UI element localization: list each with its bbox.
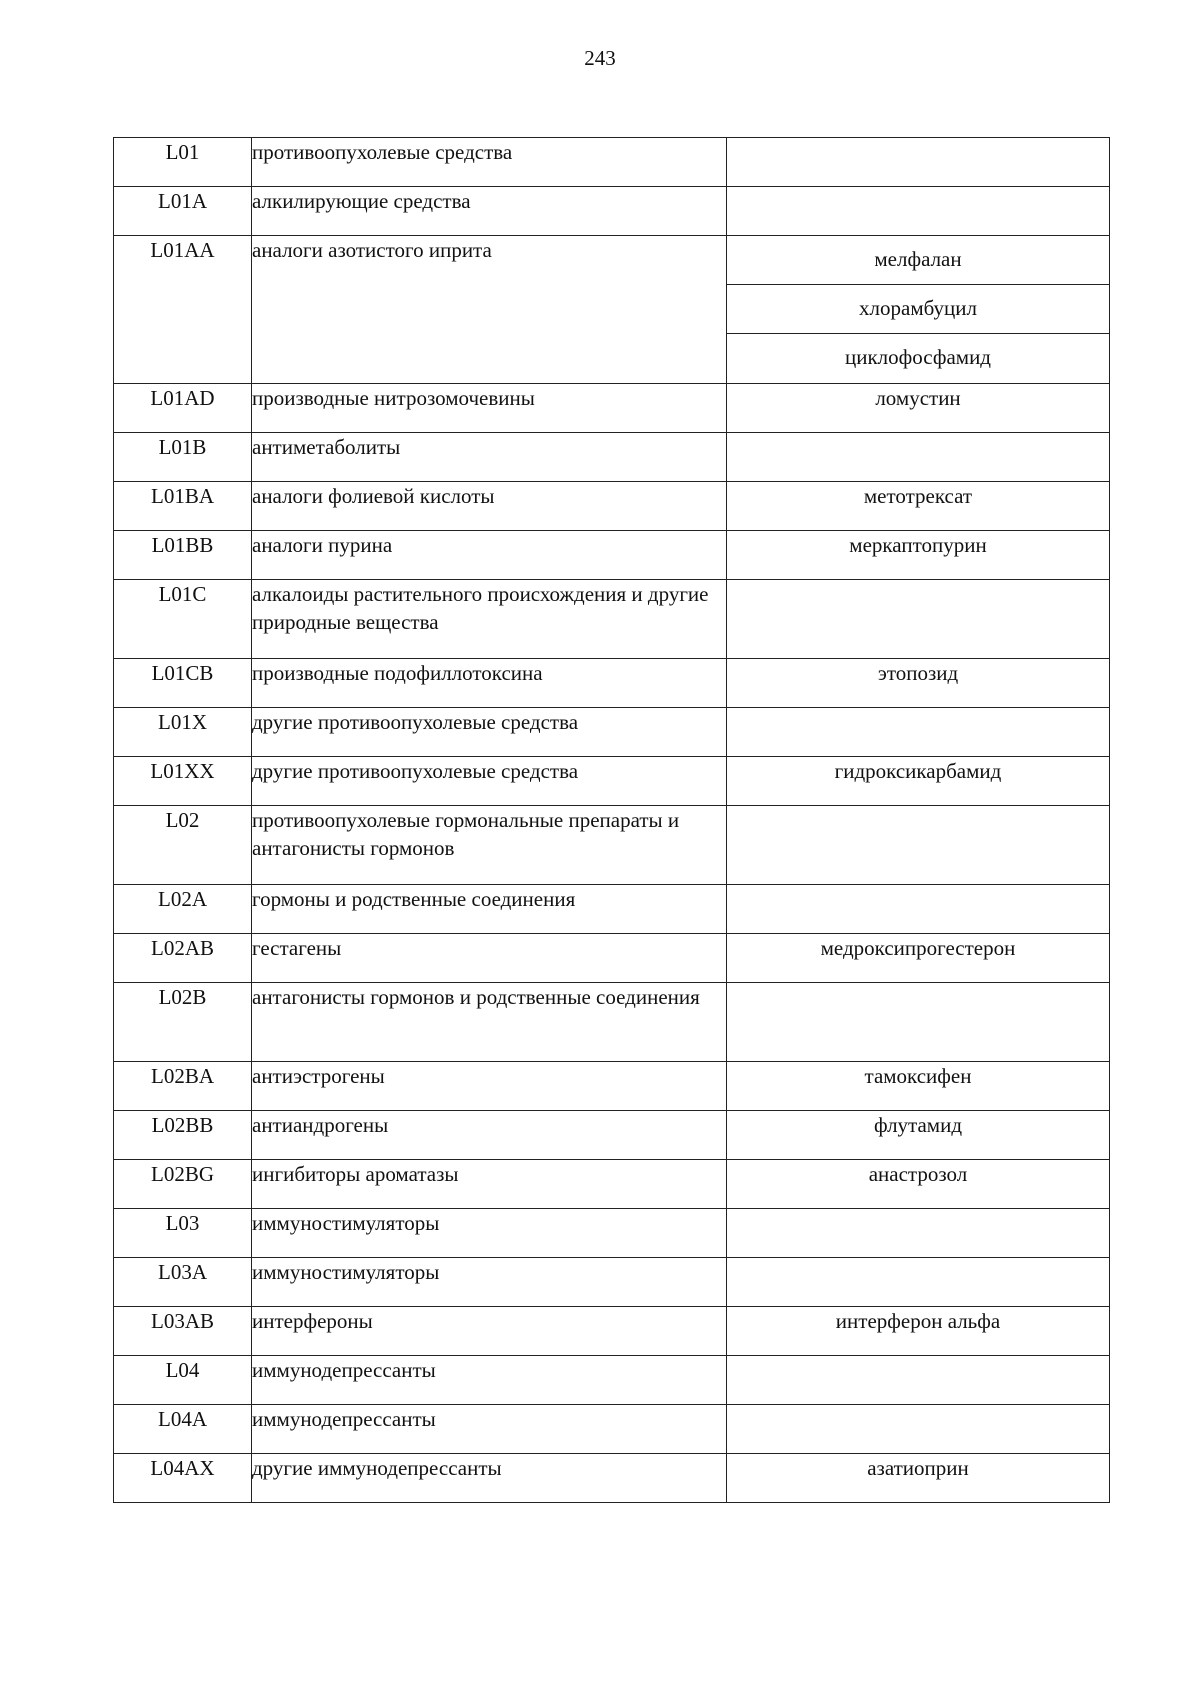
table-row	[114, 1258, 1110, 1307]
table-row	[114, 236, 1110, 384]
table-row	[114, 934, 1110, 983]
atc-code-cell: L02BA	[114, 1062, 252, 1111]
atc-code-cell: L01CB	[114, 659, 252, 708]
atc-description-cell: ингибиторы ароматазы	[252, 1160, 727, 1209]
drug-cell: анастрозол	[727, 1160, 1110, 1209]
atc-code-cell: L02A	[114, 885, 252, 934]
atc-table-body	[114, 138, 1110, 1503]
atc-code-cell: L02AB	[114, 934, 252, 983]
atc-code-cell: L02	[114, 806, 252, 885]
table-row	[114, 757, 1110, 806]
atc-description-cell: противоопухолевые гормональные препараты и антагонисты гормонов	[252, 806, 727, 885]
table-row	[114, 187, 1110, 236]
table-row	[114, 1405, 1110, 1454]
drug-cell: гидроксикарбамид	[727, 757, 1110, 806]
drug-cell: медроксипрогестерон	[727, 934, 1110, 983]
table-row	[114, 983, 1110, 1062]
atc-description-cell: аналоги азотистого иприта	[252, 236, 727, 384]
table-row	[114, 806, 1110, 885]
drug-cell: меркаптопурин	[727, 531, 1110, 580]
drug-cell: интерферон альфа	[727, 1307, 1110, 1356]
drug-cell: флутамид	[727, 1111, 1110, 1160]
atc-description-cell: алкилирующие средства	[252, 187, 727, 236]
table-row	[114, 885, 1110, 934]
drug-cell	[727, 236, 1110, 384]
table-row	[114, 138, 1110, 187]
table-row	[114, 384, 1110, 433]
drug-cell	[727, 580, 1110, 659]
atc-description-cell: антиэстрогены	[252, 1062, 727, 1111]
atc-code-cell: L01BA	[114, 482, 252, 531]
atc-code-cell: L01BB	[114, 531, 252, 580]
atc-description-cell: другие противоопухолевые средства	[252, 757, 727, 806]
drug-name: циклофосфамид	[844, 345, 991, 369]
atc-description-cell: иммуностимуляторы	[252, 1209, 727, 1258]
drug-cell	[727, 708, 1110, 757]
atc-description-cell: аналоги пурина	[252, 531, 727, 580]
atc-code-cell: L03	[114, 1209, 252, 1258]
table-row	[114, 1160, 1110, 1209]
atc-description-cell: гормоны и родственные соединения	[252, 885, 727, 934]
table-row	[114, 531, 1110, 580]
atc-description-cell: другие противоопухолевые средства	[252, 708, 727, 757]
atc-description-cell: иммунодепрессанты	[252, 1356, 727, 1405]
atc-code-cell: L02BG	[114, 1160, 252, 1209]
atc-description-cell: гестагены	[252, 934, 727, 983]
table-row	[114, 659, 1110, 708]
atc-description-cell: антиметаболиты	[252, 433, 727, 482]
atc-description-cell: другие иммунодепрессанты	[252, 1454, 727, 1503]
drug-cell: метотрексат	[727, 482, 1110, 531]
atc-code-cell: L04A	[114, 1405, 252, 1454]
atc-code-cell: L01	[114, 138, 252, 187]
drug-cell	[727, 1356, 1110, 1405]
atc-description-cell: иммуностимуляторы	[252, 1258, 727, 1307]
table-row	[114, 1209, 1110, 1258]
atc-table	[113, 137, 1110, 1503]
atc-description-cell: алкалоиды растительного происхождения и другие природные вещества	[252, 580, 727, 659]
table-row	[114, 1307, 1110, 1356]
atc-code-cell: L01A	[114, 187, 252, 236]
atc-code-cell: L01B	[114, 433, 252, 482]
atc-description-cell: антагонисты гормонов и родственные соединения	[252, 983, 727, 1062]
atc-description-cell: антиандрогены	[252, 1111, 727, 1160]
drug-cell	[727, 885, 1110, 934]
drug-cell	[727, 983, 1110, 1062]
drug-cell	[727, 1405, 1110, 1454]
atc-description-cell: интерфероны	[252, 1307, 727, 1356]
drug-name: мелфалан	[727, 236, 1109, 285]
atc-code-cell: L03AB	[114, 1307, 252, 1356]
drug-cell	[727, 1258, 1110, 1307]
drug-cell	[727, 433, 1110, 482]
atc-code-cell: L04	[114, 1356, 252, 1405]
drug-cell	[727, 187, 1110, 236]
page-number: 243	[584, 46, 616, 70]
atc-code-cell: L02B	[114, 983, 252, 1062]
atc-code-cell: L01XX	[114, 757, 252, 806]
table-row	[114, 708, 1110, 757]
table-row	[114, 1454, 1110, 1503]
drug-name: хлорамбуцил	[727, 285, 1109, 334]
atc-code-cell: L01C	[114, 580, 252, 659]
atc-code-cell: L01X	[114, 708, 252, 757]
atc-description-cell: аналоги фолиевой кислоты	[252, 482, 727, 531]
table-row	[114, 580, 1110, 659]
drug-cell	[727, 806, 1110, 885]
atc-description-cell: производные подофиллотоксина	[252, 659, 727, 708]
drug-cell	[727, 138, 1110, 187]
atc-code-cell: L01AD	[114, 384, 252, 433]
table-row	[114, 1111, 1110, 1160]
atc-code-cell: L03A	[114, 1258, 252, 1307]
table-row	[114, 482, 1110, 531]
drug-cell: тамоксифен	[727, 1062, 1110, 1111]
drug-cell	[727, 1209, 1110, 1258]
atc-description-cell: производные нитрозомочевины	[252, 384, 727, 433]
table-row	[114, 1062, 1110, 1111]
atc-description-cell: иммунодепрессанты	[252, 1405, 727, 1454]
table-row	[114, 433, 1110, 482]
drug-cell: азатиоприн	[727, 1454, 1110, 1503]
atc-code-cell: L01AA	[114, 236, 252, 384]
atc-code-cell: L02BB	[114, 1111, 252, 1160]
drug-cell: этопозид	[727, 659, 1110, 708]
table-row	[114, 1356, 1110, 1405]
atc-description-cell: противоопухолевые средства	[252, 138, 727, 187]
atc-code-cell: L04AX	[114, 1454, 252, 1503]
drug-cell: ломустин	[727, 384, 1110, 433]
